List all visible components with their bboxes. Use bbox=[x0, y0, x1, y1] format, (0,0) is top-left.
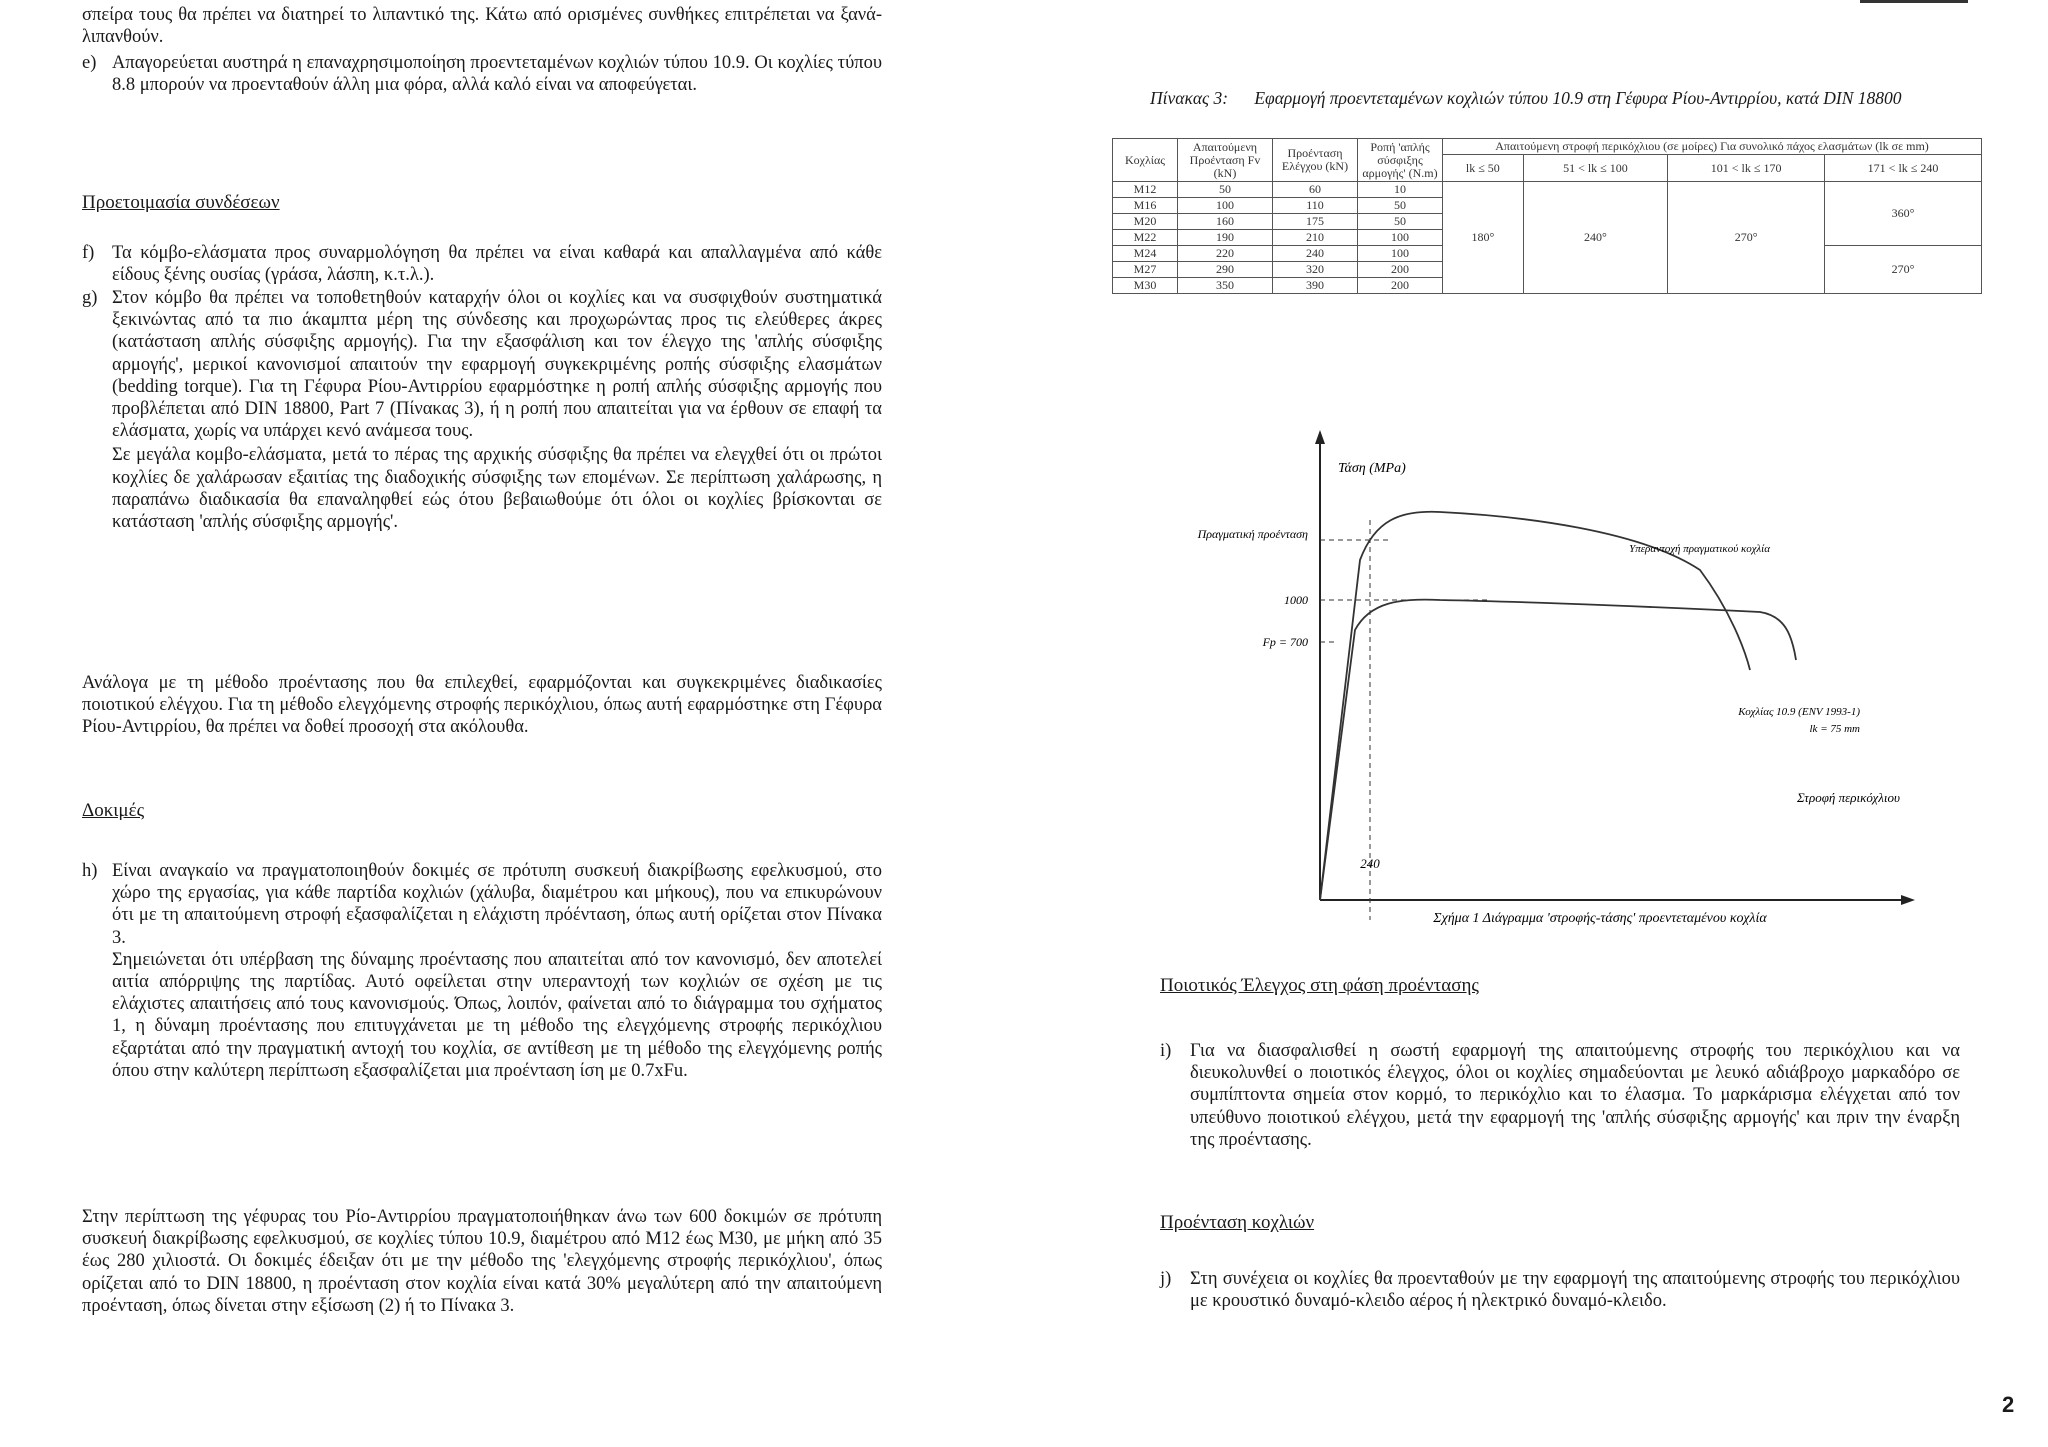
cell-rot-180: 180° bbox=[1443, 182, 1524, 294]
list-item-j bbox=[1160, 1268, 1960, 1312]
paragraph-case: Στην περίπτωση της γέφυρας του Ρίο-Αντιρρίου πραγματοποιήθηκαν άνω των 600 δοκιμών σε πρότυπη συσκευή διακρίβωσης εφελκυσμού, σε κοχλίες τύπου 10.9, διαμέτρου από M12 έως M30, με μήκη από 35 έως 280 χιλιοστά. Οι δοκιμές έδειξαν ότι με την μέθοδο της 'ελεγχόμενης στροφής περικόχλιου', όπως ορίζεται από το DIN 18800, η προένταση στον κοχλία είναι κατά 30% μεγαλύτερη από την απαιτούμενη προένταση, όπως δίνεται στην εξίσωση (2) ή το Πίνακα 3. bbox=[82, 1207, 882, 1316]
cell-rot-270: 270° bbox=[1668, 182, 1825, 294]
item-text: Απαγορεύεται αυστηρά η επαναχρησιμοποίηση προεντεταμένων κοχλιών τύπου 10.9. Οι κοχλίες τύπου 8.8 μπορούν να προενταθούν άλλη μια φόρα, αλλά καλό είναι να αποφεύγεται. bbox=[112, 53, 882, 96]
item-label: f) bbox=[82, 243, 95, 263]
cell-req: 50 bbox=[1178, 182, 1273, 198]
item-text-continued: Σε μεγάλα κομβο-ελάσματα, μετά το πέρας της αρχικής σύσφιξης θα πρέπει να ελεγχθεί ότι οι πρώτοι κοχλίες δε χαλάρωσαν εξαιτίας της διαδοχικής σύσφιξης των επομένων. Σε περίπτωση χαλάρωσης, η παραπάνω διαδικασία θα επαναληφθεί εώς ότου βεβαιωθούμε ότι όλοι οι κοχλίες βρίσκονται σε κατάσταση 'απλής σύσφιξης αρμογής'. bbox=[112, 445, 882, 533]
item-text: Στον κόμβο θα πρέπει να τοποθετηθούν καταρχήν όλοι οι κοχλίες και να συσφιχθούν συστηματικά ξεκινώντας από τα πιο άκαμπτα μέρη της σύνδεσης και προχωρώντας προς τις ελεύθερες άκρες (κατάσταση απλής σύσφιξης αρμογής). Για την εξασφάλιση και τον έλεγχο της 'απλής σύσφιξης αρμογής', μερικοί κανονισμοί απαιτούν την εφαρμογή συγκεκριμένης ροπής σύσφιξης ελασμάτων (bedding torque). Για τη Γέφυρα Ρίου-Αντιρρίου εφαρμόστηκε η ροπή απλής σύσφιξης αρμογής που προβλέπεται από DIN 18800, Part 7 (Πίνακας 3), ή η ροπή που απαιτείται για να έρθουν σε επαφή τα ελάσματα, χωρίς να υπάρχει κενό ανάμεσα τους. bbox=[112, 288, 882, 442]
heading-preparation: Προετοιμασία συνδέσεων bbox=[82, 192, 280, 213]
intro-paragraph: σπείρα τους θα πρέπει να διατηρεί το λιπαντικό της. Κάτω από ορισμένες συνθήκες επιτρέπεται να ξανά-λιπανθούν. bbox=[82, 5, 882, 48]
bolt-length-label: lk = 75 mm bbox=[1809, 723, 1860, 735]
cell-ctrl: 110 bbox=[1273, 198, 1358, 214]
cell-bolt: M20 bbox=[1113, 214, 1178, 230]
x-axis-arrow bbox=[1901, 895, 1915, 905]
value-1000-label: 1000 bbox=[1284, 593, 1308, 607]
list-item-g bbox=[82, 287, 882, 533]
cell-req: 100 bbox=[1178, 198, 1273, 214]
cell-req: 160 bbox=[1178, 214, 1273, 230]
header-required-pretension: Απαιτούμενη Προένταση Fv (kN) bbox=[1178, 139, 1273, 182]
item-text: Είναι αναγκαίο να πραγματοποιηθούν δοκιμές σε πρότυπη συσκευή διακρίβωσης εφελκυσμού, στο χώρο της εργασίας, για κάθε παρτίδα κοχλιών (χάλυβα, διαμέτρου και μήκους), που να επικυρώνουν ότι με τη απαιτούμενη στροφή εξασφαλίζεται η ελάχιστη πρόένταση, όπως αυτή ορίζεται στον Πίνακα 3. bbox=[112, 861, 882, 948]
paragraph-analogous: Ανάλογα με τη μέθοδο προέντασης που θα επιλεχθεί, εφαρμόζονται και συγκεκριμένες διαδικασίες ποιοτικού ελέγχου. Για τη μέθοδο ελεγχόμενης στροφής περικόχλιου, όπως αυτή εφαρμόστηκε στη Γέφυρα Ρίου-Αντιρρίου, θα πρέπει να δοθεί προσοχή στα ακόλουθα. bbox=[82, 673, 882, 738]
bolt-table bbox=[1112, 138, 1982, 294]
fp-label: Fp = 700 bbox=[1262, 635, 1308, 649]
cell-torque: 50 bbox=[1358, 214, 1443, 230]
cell-torque: 100 bbox=[1358, 230, 1443, 246]
cell-req: 220 bbox=[1178, 246, 1273, 262]
cell-bolt: M24 bbox=[1113, 246, 1178, 262]
list-item-e bbox=[82, 52, 882, 96]
table-header-row bbox=[1113, 139, 1982, 155]
header-bedding-torque: Ροπή 'απλής σύσφιξης αρμογής' (N.m) bbox=[1358, 139, 1443, 182]
header-bolt: Κοχλίας bbox=[1113, 139, 1178, 182]
cell-torque: 200 bbox=[1358, 278, 1443, 294]
item-label: h) bbox=[82, 861, 98, 881]
cell-torque: 200 bbox=[1358, 262, 1443, 278]
nominal-bolt-curve bbox=[1320, 600, 1796, 900]
cell-req: 190 bbox=[1178, 230, 1273, 246]
overstrength-label: Υπεραντοχή πραγματικού κοχλία bbox=[1629, 543, 1770, 555]
range-4: 171 < lk ≤ 240 bbox=[1825, 155, 1982, 182]
table-caption-text: Εφαρμογή προεντεταμένων κοχλιών τύπου 10.9 στη Γέφυρα Ρίου-Αντιρρίου, κατά DIN 18800 bbox=[1254, 88, 1902, 108]
header-control-pretension: Προένταση Ελέγχου (kN) bbox=[1273, 139, 1358, 182]
table-caption bbox=[1150, 88, 1930, 109]
actual-bolt-curve bbox=[1320, 512, 1750, 900]
list-item-f bbox=[82, 242, 882, 286]
table-row bbox=[1113, 182, 1982, 198]
cell-torque: 10 bbox=[1358, 182, 1443, 198]
range-3: 101 < lk ≤ 170 bbox=[1668, 155, 1825, 182]
cell-req: 290 bbox=[1178, 262, 1273, 278]
range-1: lk ≤ 50 bbox=[1443, 155, 1524, 182]
list-item-h bbox=[82, 860, 882, 1082]
cell-ctrl: 60 bbox=[1273, 182, 1358, 198]
y-axis-arrow bbox=[1315, 430, 1325, 444]
item-label: g) bbox=[82, 288, 98, 308]
cell-ctrl: 390 bbox=[1273, 278, 1358, 294]
item-text: Τα κόμβο-ελάσματα προς συναρμολόγηση θα πρέπει να είναι καθαρά και απαλλαγμένα από κάθε είδους ξένης ουσίας (γράσα, λάσπη, κ.τ.λ.). bbox=[112, 243, 882, 286]
cell-bolt: M16 bbox=[1113, 198, 1178, 214]
item-label: i) bbox=[1160, 1041, 1172, 1061]
cell-rot-240: 240° bbox=[1523, 182, 1667, 294]
cell-torque: 100 bbox=[1358, 246, 1443, 262]
table-caption-label: Πίνακας 3: bbox=[1150, 88, 1229, 108]
header-rotation: Απαιτούμενη στροφή περικόχλιου (σε μοίρες) Για συνολικό πάχος ελασμάτων (lk σε mm) bbox=[1443, 139, 1982, 155]
item-label: j) bbox=[1160, 1269, 1172, 1289]
cell-ctrl: 240 bbox=[1273, 246, 1358, 262]
x-axis-label: Στροφή περικόχλιου bbox=[1797, 790, 1900, 805]
page-number: 2 bbox=[2002, 1392, 2015, 1417]
cell-bolt: M12 bbox=[1113, 182, 1178, 198]
actual-pretension-label: Πραγματική προένταση bbox=[1197, 527, 1308, 541]
top-rule bbox=[1860, 0, 1968, 3]
heading-pretension: Προένταση κοχλιών bbox=[1160, 1212, 1315, 1233]
item-label: e) bbox=[82, 53, 97, 73]
heading-quality-control: Ποιοτικός Έλεγχος στη φάση προέντασης bbox=[1160, 975, 1479, 996]
list-item-i bbox=[1160, 1040, 1960, 1151]
figure-caption: Σχήμα 1 Διάγραμμα 'στροφής-τάσης' προεντεταμένου κοχλία bbox=[1433, 911, 1767, 926]
range-2: 51 < lk ≤ 100 bbox=[1523, 155, 1667, 182]
cell-ctrl: 210 bbox=[1273, 230, 1358, 246]
item-text: Στη συνέχεια οι κοχλίες θα προενταθούν με την εφαρμογή της απαιτούμενης στροφής του περικόχλιου με κρουστικό δυναμό-κλειδο αέρος ή ηλεκτρικό δυναμό-κλειδο. bbox=[1190, 1269, 1960, 1312]
cell-torque: 50 bbox=[1358, 198, 1443, 214]
cell-ctrl: 175 bbox=[1273, 214, 1358, 230]
stress-rotation-diagram bbox=[1160, 420, 1940, 950]
heading-tests: Δοκιμές bbox=[82, 800, 145, 821]
bolt-class-label: Κοχλίας 10.9 (ENV 1993-1) bbox=[1738, 706, 1860, 718]
cell-ctrl: 320 bbox=[1273, 262, 1358, 278]
cell-rot-270b: 270° bbox=[1825, 246, 1982, 294]
cell-bolt: M30 bbox=[1113, 278, 1178, 294]
item-text-continued: Σημειώνεται ότι υπέρβαση της δύναμης προέντασης που απαιτείται από τον κανονισμό, δεν αποτελεί αιτία απόρριψης της παρτίδας. Αυτό οφείλεται στην υπεραντοχή των κοχλιών σε σχέση με τις ελάχιστες απαιτήσεις από τους κανονισμούς. Όπως, λοιπόν, φαίνεται από το διάγραμμα του σχήματος 1, η δύναμη προέντασης που επιτυγχάνεται με τη μέθοδο της ελεγχόμενης στροφής περικόχλιου εξαρτάται από την πραγματική αντοχή του κοχλία, σε αντίθεση με τη μέθοδο της ελεγχόμενης ροπής όπου στην καλύτερη περίπτωση εξασφαλίζεται μια προένταση ίση με 0.7xFu. bbox=[112, 949, 882, 1081]
cell-req: 350 bbox=[1178, 278, 1273, 294]
rotation-240-label: 240 bbox=[1360, 856, 1380, 871]
cell-bolt: M22 bbox=[1113, 230, 1178, 246]
item-text: Για να διασφαλισθεί η σωστή εφαρμογή της απαιτούμενης στροφής του περικόχλιου και να διευκολυνθεί ο ποιοτικός έλεγχος, όλοι οι κοχλίες σημαδεύονται με λευκό αδιάβροχο μαρκαδόρο σε συμπίπτοντα σημεία στον κορμό, το περικόχλιο και το έλασμα. Το μαρκάρισμα ελέγχεται από τον υπεύθυνο ποιοτικού ελέγχου, μετά την εφαρμογή της 'απλής σύσφιξης αρμογής' και πριν την έναρξη της προέντασης. bbox=[1190, 1041, 1960, 1150]
cell-bolt: M27 bbox=[1113, 262, 1178, 278]
cell-rot-360: 360° bbox=[1825, 182, 1982, 246]
y-axis-label: Τάση (MPa) bbox=[1338, 461, 1406, 476]
